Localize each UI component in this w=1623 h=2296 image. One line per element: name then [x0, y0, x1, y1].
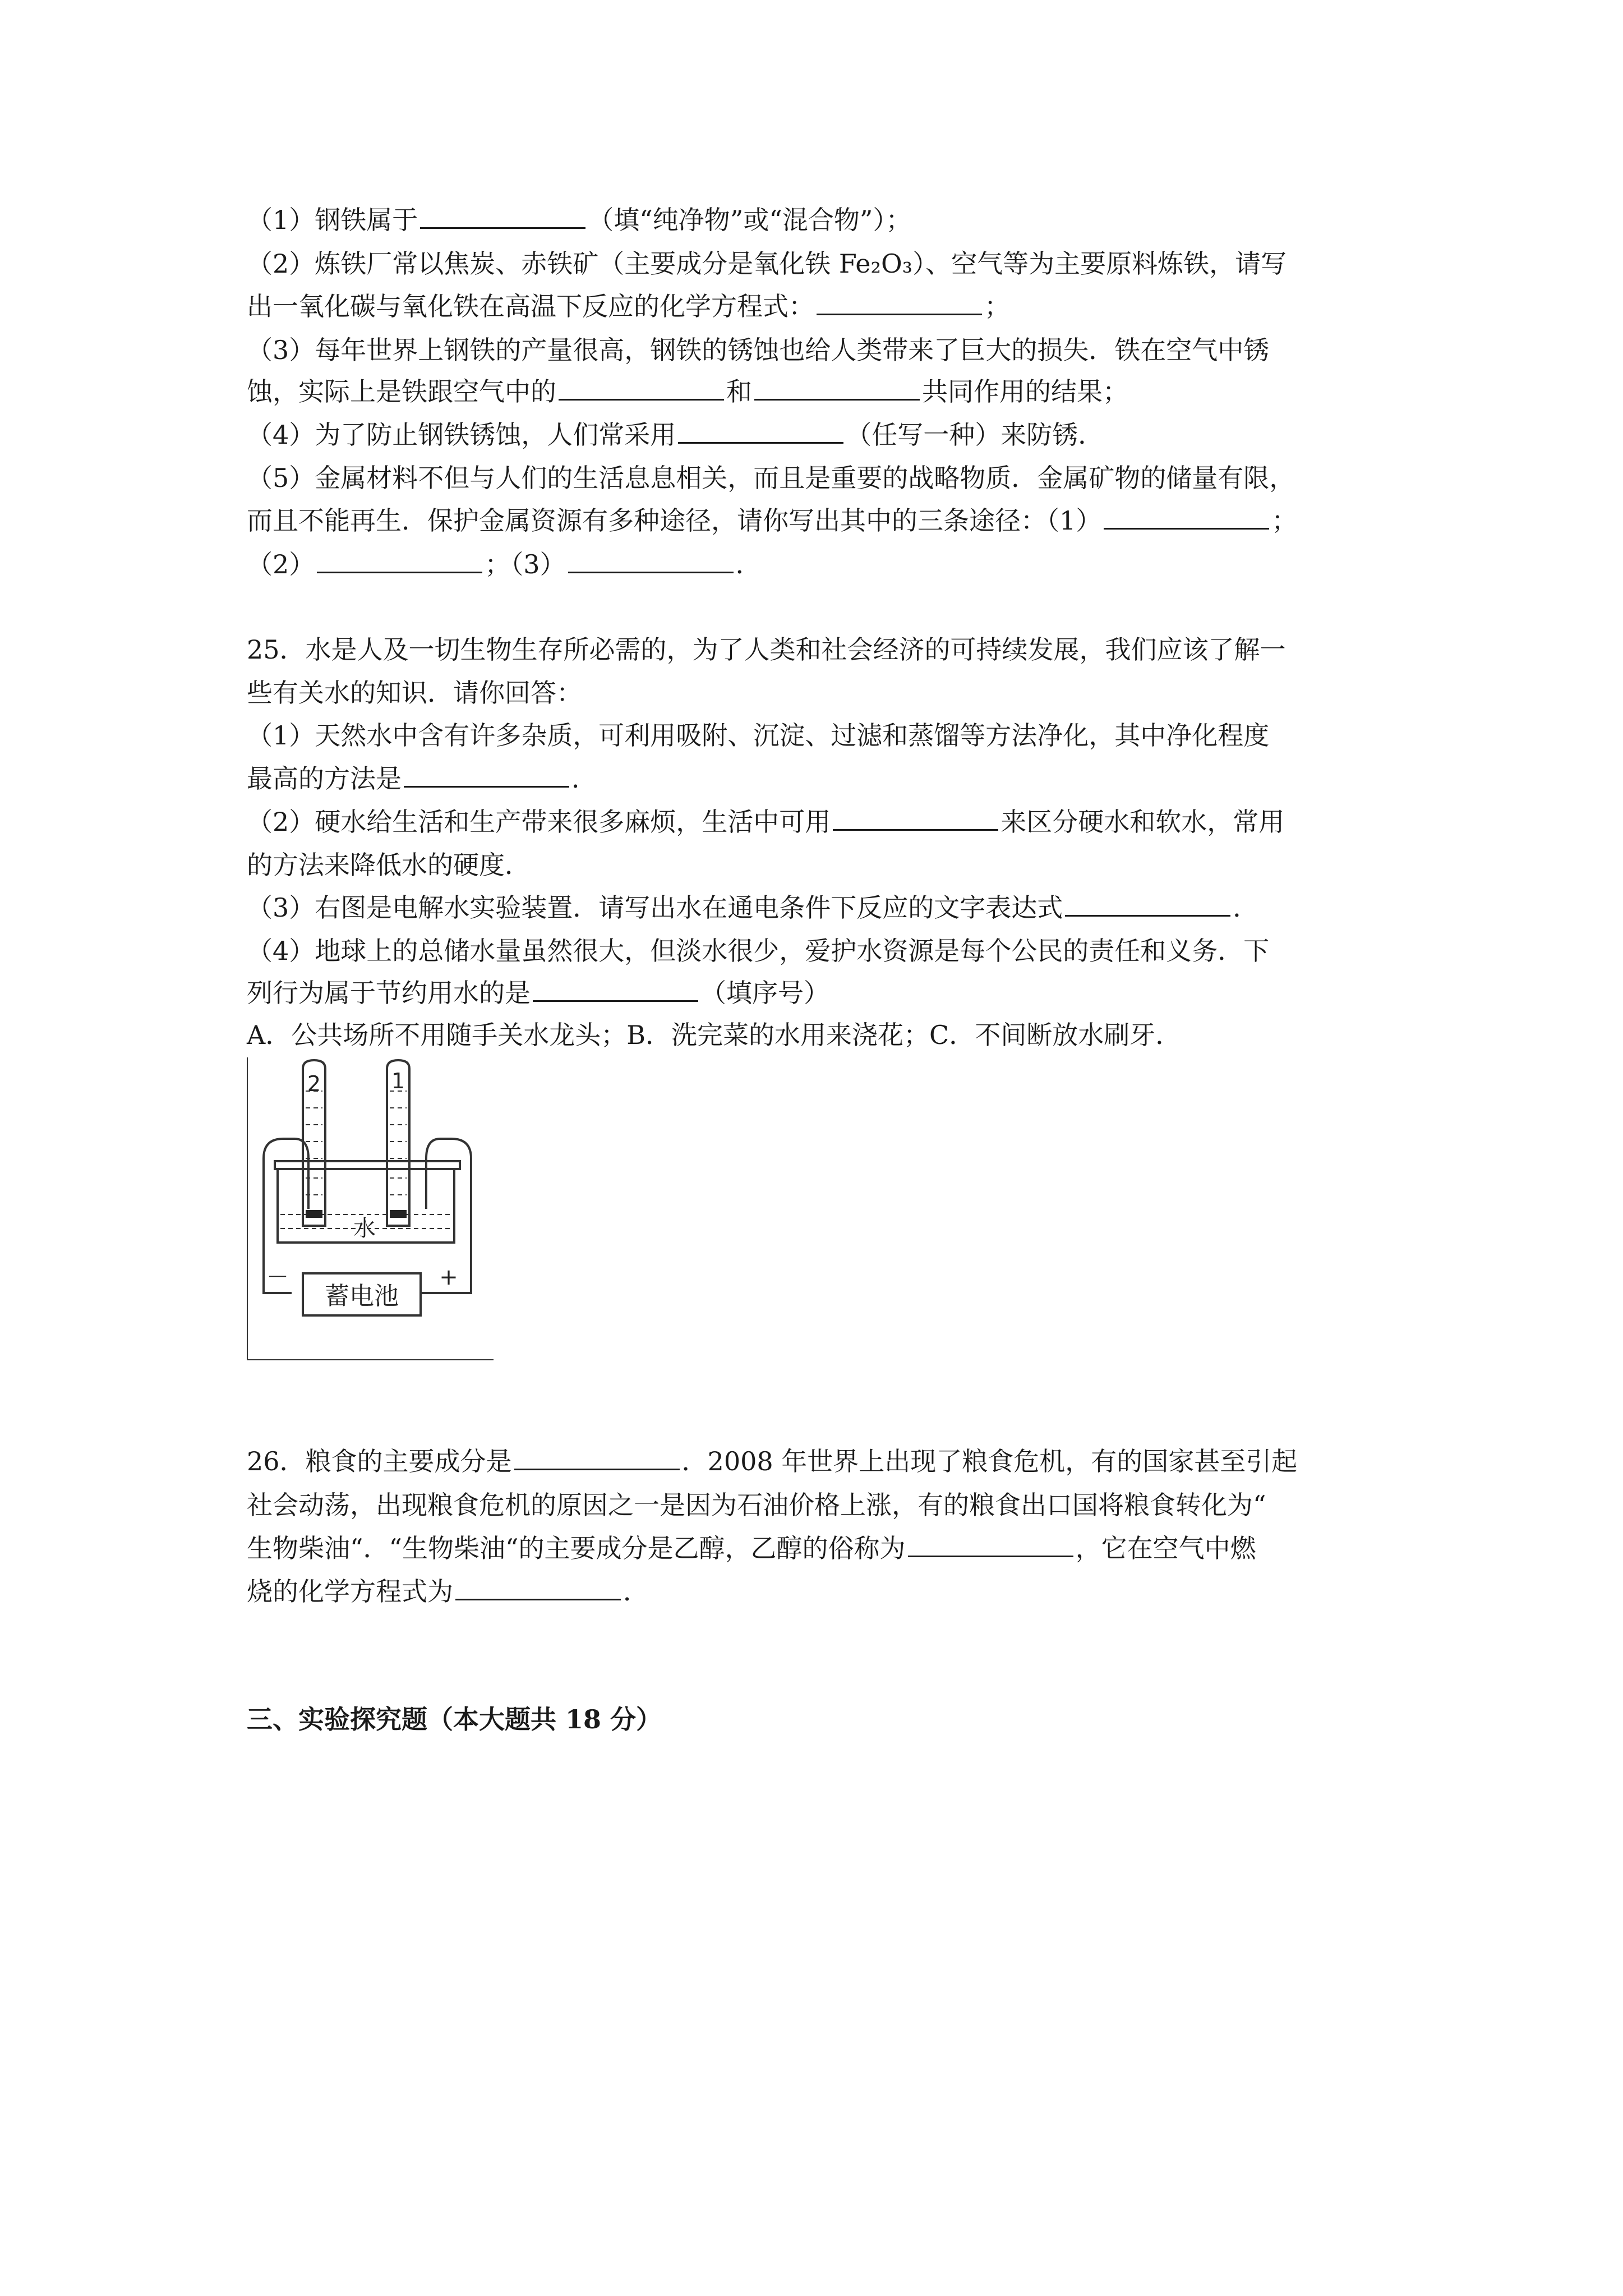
q24-line-9: （2） ；（3） ．: [247, 549, 762, 579]
q26-line-4: 烧的化学方程式为 ．: [247, 1576, 649, 1607]
q25-line-10: A．公共场所不用随手关水龙头；B．洗完菜的水用来浇花；C．不间断放水刷牙．: [247, 1020, 1182, 1050]
q24-line-2: （2）炼铁厂常以焦炭、赤铁矿（主要成分是氧化铁 Fe₂O₃）、空气等为主要原料炼铁，请写: [247, 249, 1287, 279]
electrolysis-apparatus-figure: [247, 1057, 494, 1360]
q25-line-2: 些有关水的知识．请你回答：: [247, 678, 582, 708]
answer-blank[interactable]: [908, 1533, 1073, 1557]
q24-line-5: 蚀，实际上是铁跟空气中的 和 共同作用的结果；: [247, 376, 1128, 407]
q25-line-4: 最高的方法是 ．: [247, 763, 597, 794]
answer-blank[interactable]: [559, 376, 724, 401]
answer-blank[interactable]: [817, 291, 982, 315]
electrode-right: [390, 1210, 407, 1218]
q26-line-1: 26．粮食的主要成分是 ．2008 年世界上出现了粮食危机，有的国家甚至引起: [247, 1446, 1298, 1476]
q24-line-6: （4）为了防止钢铁锈蚀，人们常采用 （任写一种）来防锈．: [247, 420, 1104, 450]
q25-line-3: （1）天然水中含有许多杂质，可利用吸附、沉淀、过滤和蒸馏等方法净化，其中净化程度: [247, 720, 1270, 751]
q24-line-3: 出一氧化碳与氧化铁在高温下反应的化学方程式： ；: [247, 291, 1010, 321]
tube-label-left: 2: [307, 1071, 321, 1096]
answer-blank[interactable]: [455, 1576, 621, 1600]
answer-blank[interactable]: [420, 205, 585, 229]
tube-label-right: 1: [391, 1069, 405, 1093]
answer-blank[interactable]: [568, 549, 734, 573]
answer-blank[interactable]: [678, 420, 843, 444]
q26-line-2: 社会动荡，出现粮食危机的原因之一是因为石油价格上涨，有的粮食出口国将粮食转化为“: [247, 1490, 1266, 1520]
section-3-heading: 三、实验探究题（本大题共 18 分）: [247, 1704, 662, 1734]
answer-blank[interactable]: [404, 763, 569, 788]
q24-line-4: （3）每年世界上钢铁的产量很高，钢铁的锈蚀也给人类带来了巨大的损失．铁在空气中锈: [247, 335, 1270, 365]
minus-sign: －: [266, 1264, 289, 1290]
q24-line-8: 而且不能再生．保护金属资源有多种途径，请你写出其中的三条途径：（1） ；: [247, 505, 1298, 536]
answer-blank[interactable]: [833, 807, 998, 831]
q25-line-5: （2）硬水给生活和生产带来很多麻烦，生活中可用 来区分硬水和软水，常用: [247, 807, 1285, 837]
plus-sign: +: [439, 1264, 458, 1290]
q24-line-7: （5）金属材料不但与人们的生活息息相关，而且是重要的战略物质．金属矿物的储量有限，: [247, 463, 1295, 493]
answer-blank[interactable]: [533, 978, 698, 1002]
q25-line-8: （4）地球上的总储水量虽然很大，但淡水很少，爱护水资源是每个公民的责任和义务．下: [247, 936, 1270, 966]
answer-blank[interactable]: [317, 549, 482, 573]
answer-blank[interactable]: [1065, 892, 1230, 917]
q25-line-9: 列行为属于节约用水的是 （填序号）: [247, 978, 829, 1008]
electrode-left: [306, 1210, 322, 1218]
water-label: 水: [353, 1216, 376, 1241]
answer-blank[interactable]: [1104, 505, 1269, 530]
q24-line-1: （1）钢铁属于 （填“纯净物”或“混合物”）；: [247, 205, 912, 235]
answer-blank[interactable]: [754, 376, 920, 401]
q25-line-7: （3）右图是电解水实验装置．请写出水在通电条件下反应的文字表达式 ．: [247, 892, 1259, 923]
battery-label: 蓄电池: [325, 1282, 399, 1310]
q26-line-3: 生物柴油“．“生物柴油“的主要成分是乙醇，乙醇的俗称为 ，它在空气中燃: [247, 1533, 1256, 1563]
q25-line-1: 25．水是人及一切生物生存所必需的，为了人类和社会经济的可持续发展，我们应该了解一: [247, 634, 1286, 665]
q25-line-6: 的方法来降低水的硬度．: [247, 850, 531, 880]
answer-blank[interactable]: [514, 1446, 680, 1470]
